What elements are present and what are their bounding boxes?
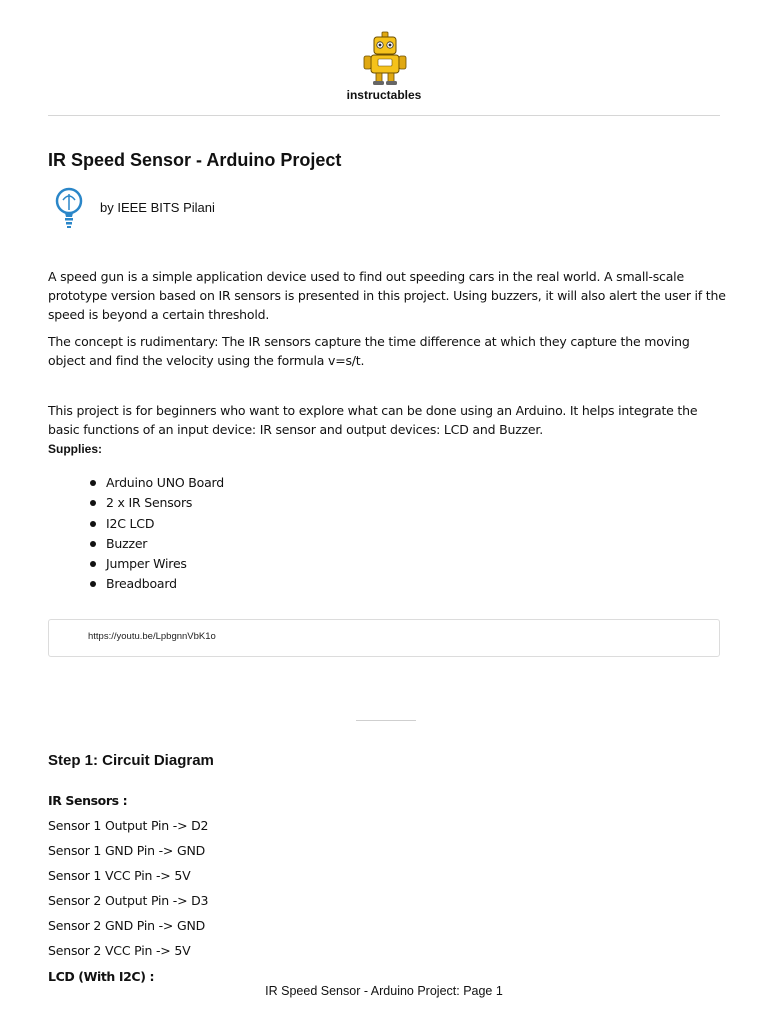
lightbulb-avatar-icon[interactable] (48, 184, 90, 230)
video-link[interactable]: https://youtu.be/LpbgnnVbK1o (88, 631, 216, 642)
page-footer: IR Speed Sensor - Arduino Project: Page 1 (265, 984, 503, 998)
header-divider (48, 115, 720, 116)
author-byline[interactable]: by IEEE BITS Pilani (100, 200, 215, 215)
intro-paragraph: This project is for beginners who want to explore what can be done using an Arduino. It helps integrate the basic functions of an input device: IR sensor and output devices: LCD and Buzzer. (48, 403, 698, 437)
ir-sensors-heading: IR Sensors : (48, 793, 128, 808)
supply-item: Arduino UNO Board (88, 473, 224, 493)
instructables-robot-logo[interactable] (362, 30, 408, 86)
video-embed-box (48, 619, 720, 657)
pin-line: Sensor 1 Output Pin -> D2 (48, 818, 209, 833)
lcd-heading: LCD (With I2C) : (48, 969, 155, 984)
pin-line: Sensor 2 GND Pin -> GND (48, 918, 206, 933)
pin-line: Sensor 1 VCC Pin -> 5V (48, 868, 191, 883)
step-divider (356, 720, 416, 721)
supply-item: Breadboard (88, 574, 224, 594)
intro-paragraph: The concept is rudimentary: The IR sensors capture the time difference at which they capture the moving object and find the velocity using the formula v=s/t. (48, 334, 690, 368)
step-title: Step 1: Circuit Diagram (48, 752, 214, 769)
site-name[interactable]: instructables (346, 88, 422, 102)
supply-item: I2C LCD (88, 514, 224, 534)
supply-item: 2 x IR Sensors (88, 493, 224, 513)
article-title: IR Speed Sensor - Arduino Project (48, 150, 342, 170)
intro-paragraph: A speed gun is a simple application device used to find out speeding cars in the real world. A small-scale prototype version based on IR sensors is presented in this project. Using buzzers, it will also alert the user if the speed is beyond a certain threshold. (48, 269, 726, 322)
supply-item: Buzzer (88, 534, 224, 554)
pin-line: Sensor 1 GND Pin -> GND (48, 843, 206, 858)
pin-line: Sensor 2 Output Pin -> D3 (48, 893, 209, 908)
page-header (0, 0, 768, 116)
supply-item: Jumper Wires (88, 554, 224, 574)
supplies-list (88, 473, 224, 595)
supplies-label: Supplies: (48, 442, 103, 456)
pin-line: Sensor 2 VCC Pin -> 5V (48, 943, 191, 958)
